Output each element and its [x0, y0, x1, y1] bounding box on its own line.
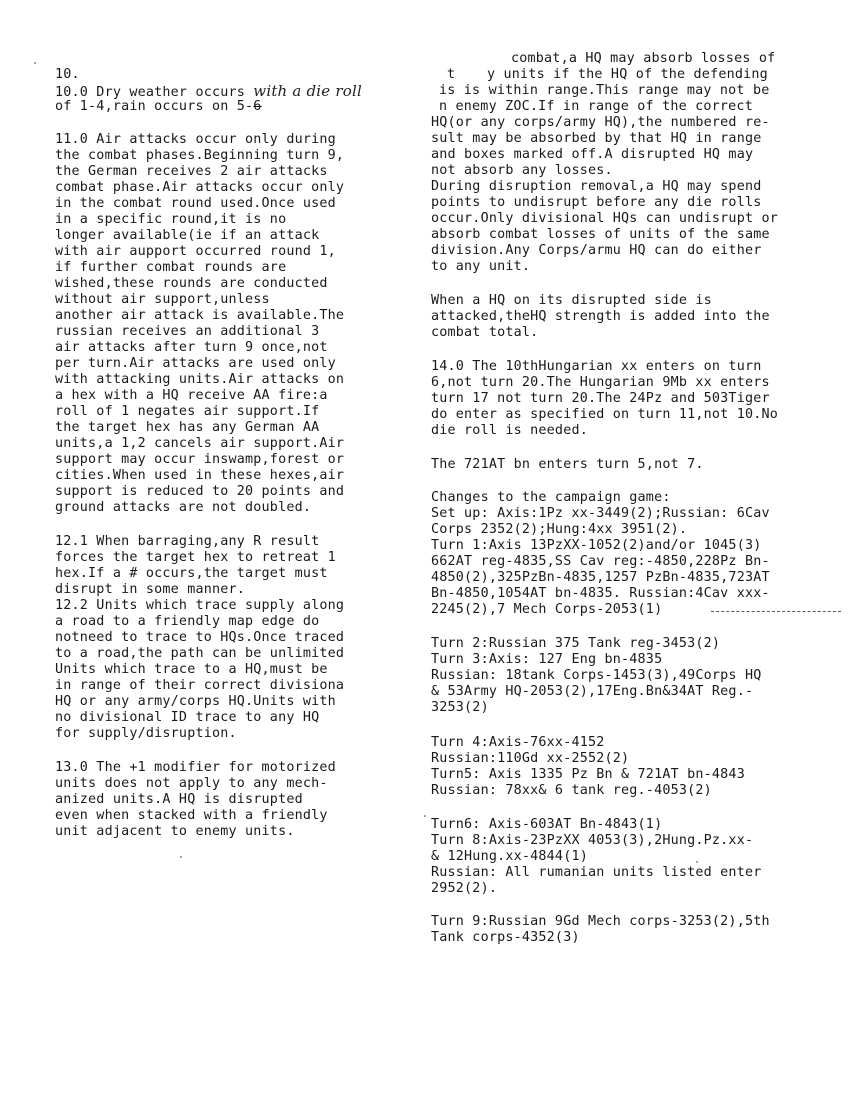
text-line: 2245(2),7 Mech Corps-2053(1) [431, 602, 663, 617]
section-14-heading: 14.0 The 10thHungarian xx enters on turn [431, 359, 762, 374]
text-line: hex.If a # occurs,the target must [55, 566, 328, 581]
text-line: do enter as specified on turn 11,not 10.No [431, 407, 778, 422]
text-line: in the combat round used.Once used [55, 196, 336, 211]
campaign-changes-heading: Changes to the campaign game: [431, 490, 671, 505]
text-line: Tank corps-4352(3) [431, 930, 580, 945]
text-line: with air aupport occurred round 1, [55, 244, 336, 259]
text-line: disrupt in some manner. [55, 582, 246, 597]
text-line: Turn5: Axis 1335 Pz Bn & 721AT bn-4843 [431, 767, 745, 782]
text-line: Bn-4850,1054AT bn-4835. Russian:4Cav xxx- [431, 586, 770, 601]
section-11-heading: 11.0 Air attacks occur only during [55, 132, 336, 147]
text-line: Set up: Axis:1Pz xx-3449(2);Russian: 6Cav [431, 506, 770, 521]
text-line: a hex with a HQ receive AA fire:a [55, 388, 328, 403]
text-line: Corps 2352(2);Hung:4xx 3951(2). [431, 522, 688, 537]
text-line: no divisional ID trace to any HQ [55, 710, 320, 725]
text-line: attacked,theHQ strength is added into the [431, 309, 770, 324]
text-line: n enemy ZOC.If in range of the correct [439, 99, 753, 114]
text-line: combat,a HQ may absorb losses of [511, 51, 776, 66]
text-line: support is reduced to 20 points and [55, 484, 345, 499]
section-10-heading: 10. [55, 67, 80, 82]
text-line: to any unit. [431, 259, 531, 274]
text-line: 4850(2),325PzBn-4835,1257 PzBn-4835,723AT [431, 570, 770, 585]
text-line: is is within range.This range may not be [439, 83, 770, 98]
section-12-1-heading: 12.1 When barraging,any R result [55, 534, 320, 549]
text-line: points to undisrupt before any die rolls [431, 195, 762, 210]
scan-speck [180, 856, 182, 858]
text-line: The 721AT bn enters turn 5,not 7. [431, 457, 704, 472]
text-line: cities.When used in these hexes,air [55, 468, 345, 483]
text-line: Russian: 78xx& 6 tank reg.-4053(2) [431, 783, 712, 798]
text-line: Turn 2:Russian 375 Tank reg-3453(2) [431, 636, 721, 651]
text-line: division.Any Corps/armu HQ can do either [431, 243, 762, 258]
text-line: & 12Hung.xx-4844(1) [431, 849, 588, 864]
text-line: russian receives an additional 3 [55, 324, 320, 339]
text-line: unit adjacent to enemy units. [55, 824, 295, 839]
text-line: another air attack is available.The [55, 308, 345, 323]
struck-out-text: 6 [253, 99, 262, 114]
text-line: turn 17 not turn 20.The 24Pz and 503Tiger [431, 391, 770, 406]
text-line: & 53Army HQ-2053(2),17Eng.Bn&34AT Reg.- [431, 684, 754, 699]
text-line: 662AT reg-4835,SS Cav reg:-4850,228Pz Bn- [431, 554, 770, 569]
text-line: When a HQ on its disrupted side is [431, 293, 712, 308]
section-13-heading: 13.0 The +1 modifier for motorized [55, 760, 336, 775]
text-line: Turn 9:Russian 9Gd Mech corps-3253(2),5th [431, 914, 770, 929]
text-line: Turn 3:Axis: 127 Eng bn-4835 [431, 652, 663, 667]
text-line: Russian: All rumanian units listed enter [431, 865, 762, 880]
text-line: if further combat rounds are [55, 260, 287, 275]
text-line: notneed to trace to HQs.Once traced [55, 630, 345, 645]
text-line: roll of 1 negates air support.If [55, 404, 320, 419]
text-line: per turn.Air attacks are used only [55, 356, 336, 371]
text-line: die roll is needed. [431, 423, 588, 438]
handwritten-note: with a die roll [253, 82, 362, 100]
section-12-2-heading: 12.2 Units which trace supply along [55, 598, 345, 613]
text-line: Units which trace to a HQ,must be [55, 662, 328, 677]
text-line: units,a 1,2 cancels air support.Air [55, 436, 345, 451]
text-line: Turn6: Axis-603AT Bn-4843(1) [431, 817, 663, 832]
text-line: Turn 4:Axis-76xx-4152 [431, 735, 605, 750]
dashed-rule [711, 611, 841, 612]
text-line: 3253(2) [431, 700, 489, 715]
text-line: units does not apply to any mech- [55, 776, 328, 791]
text-line: longer available(ie if an attack [55, 228, 320, 243]
text-line: without air support,unless [55, 292, 270, 307]
text-line: ground attacks are not doubled. [55, 500, 312, 515]
text-line: Turn 1:Axis 13PzXX-1052(2)and/or 1045(3) [431, 538, 762, 553]
text-line: for supply/disruption. [55, 726, 237, 741]
text-line: 6,not turn 20.The Hungarian 9Mb xx enters [431, 375, 770, 390]
text-line: not absorb any losses. [431, 163, 613, 178]
text-line: HQ(or any corps/army HQ),the numbered re- [431, 115, 770, 130]
text-line: y units if the HQ of the defending [487, 67, 768, 82]
text-line: occur.Only divisional HQs can undisrupt or [431, 211, 778, 226]
text-line: 10.0 Dry weather occurs with a die roll [55, 82, 362, 100]
text-line: air attacks after turn 9 once,not [55, 340, 328, 355]
text-line: HQ or any army/corps HQ.Units with [55, 694, 336, 709]
text-line: sult may be absorbed by that HQ in range [431, 131, 762, 146]
text-line: support may occur inswamp,forest or [55, 452, 345, 467]
scan-speck [424, 815, 426, 817]
text-line: During disruption removal,a HQ may spend [431, 179, 762, 194]
text-line: combat total. [431, 325, 539, 340]
scan-speck [696, 861, 698, 863]
text-line: 2952(2). [431, 881, 498, 896]
text-line: the German receives 2 air attacks [55, 164, 328, 179]
text-line: a road to a friendly map edge do [55, 614, 320, 629]
scan-speck [34, 62, 36, 64]
text-line: and boxes marked off.A disrupted HQ may [431, 147, 754, 162]
text-line: anized units.A HQ is disrupted [55, 792, 303, 807]
text-line: wished,these rounds are conducted [55, 276, 328, 291]
text-line: the combat phases.Beginning turn 9, [55, 148, 345, 163]
text-line: absorb combat losses of units of the same [431, 227, 770, 242]
text-line: combat phase.Air attacks occur only [55, 180, 345, 195]
text-line: to a road,the path can be unlimited [55, 646, 345, 661]
text-line: even when stacked with a friendly [55, 808, 328, 823]
text-line: forces the target hex to retreat 1 [55, 550, 336, 565]
text-line: with attacking units.Air attacks on [55, 372, 345, 387]
text-line: of 1-4,rain occurs on 5-6 [55, 99, 262, 114]
text-line: in a specific round,it is no [55, 212, 287, 227]
scan-fragment: t [447, 67, 456, 82]
text-line: in range of their correct divisiona [55, 678, 345, 693]
text-line: Russian: 18tank Corps-1453(3),49Corps HQ [431, 668, 762, 683]
text-line: the target hex has any German AA [55, 420, 320, 435]
text-line: Russian:110Gd xx-2552(2) [431, 751, 630, 766]
text-line: Turn 8:Axis-23PzXX 4053(3),2Hung.Pz.xx- [431, 833, 754, 848]
